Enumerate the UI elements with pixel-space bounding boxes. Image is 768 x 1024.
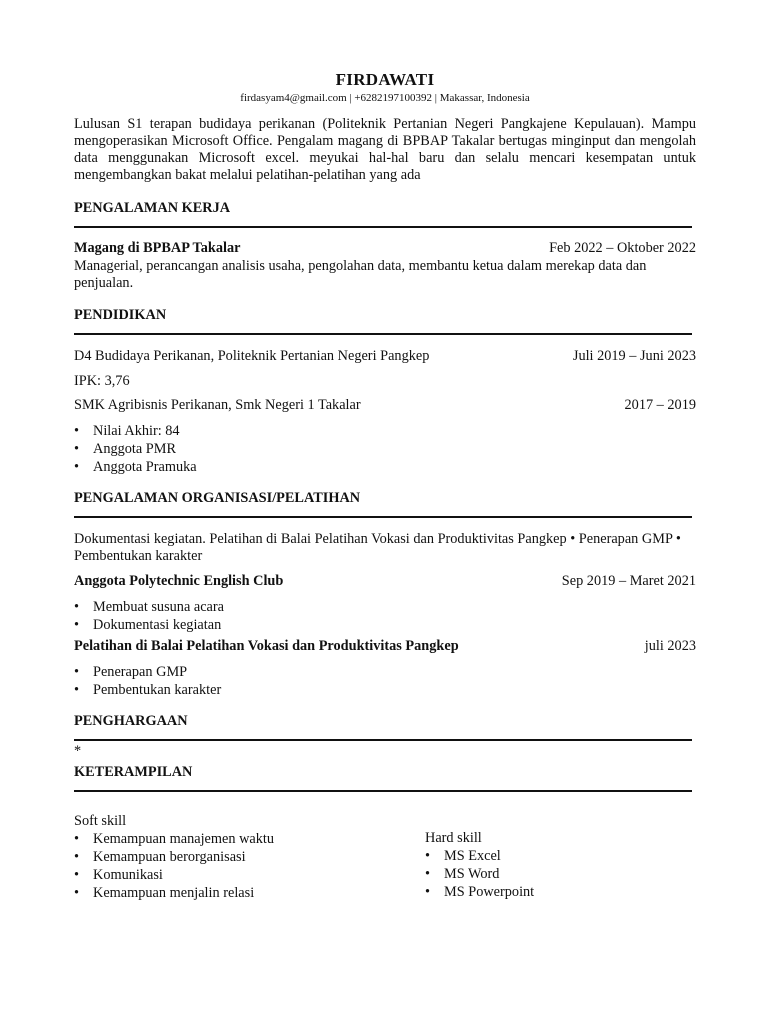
section-heading-awards: PENGHARGAAN [74, 713, 692, 741]
organization-club-bullets [74, 598, 224, 634]
list-item: • Kemampuan menjalin relasi [74, 884, 274, 902]
organization-club-title: Anggota Polytechnic English Club [74, 573, 284, 589]
work-date: Feb 2022 – Oktober 2022 [549, 240, 696, 256]
contact-line: firdasyam4@gmail.com | +6282197100392 | Makassar, Indonesia [240, 92, 530, 104]
list-item: • Nilai Akhir: 84 [74, 422, 197, 440]
list-item: • Membuat susuna acara [74, 598, 224, 616]
section-heading-education: PENDIDIKAN [74, 307, 692, 335]
section-heading-work: PENGALAMAN KERJA [74, 200, 692, 228]
education-smk: SMK Agribisnis Perikanan, Smk Negeri 1 Takalar [74, 397, 361, 413]
hard-skill-label: Hard skill [425, 830, 482, 846]
list-item: • Dokumentasi kegiatan [74, 616, 224, 634]
list-item: • Kemampuan berorganisasi [74, 848, 274, 866]
list-item: • Kemampuan manajemen waktu [74, 830, 274, 848]
organization-club-header [74, 573, 696, 590]
candidate-name: FIRDAWATI [335, 70, 435, 89]
list-item: • Pembentukan karakter [74, 681, 221, 699]
work-entry-header [74, 240, 696, 257]
list-item: • Anggota PMR [74, 440, 197, 458]
organization-intro: Dokumentasi kegiatan. Pelatihan di Balai Pelatihan Vokasi dan Produktivitas Pangkep • Penerapan GMP • Pembentukan karakter [74, 531, 681, 564]
list-item: • Penerapan GMP [74, 663, 221, 681]
education-entry-smk [74, 397, 696, 414]
organization-training-header [74, 638, 696, 655]
hard-skill-list [425, 847, 534, 901]
section-heading-organization: PENGALAMAN ORGANISASI/PELATIHAN [74, 490, 692, 518]
list-item: • MS Excel [425, 847, 534, 865]
list-item: • MS Powerpoint [425, 883, 534, 901]
education-d4: D4 Budidaya Perikanan, Politeknik Pertanian Negeri Pangkep [74, 348, 430, 364]
section-heading-skills: KETERAMPILAN [74, 764, 692, 792]
awards-content: * [74, 743, 82, 759]
soft-skill-list [74, 830, 274, 902]
organization-club-date: Sep 2019 – Maret 2021 [561, 573, 696, 589]
organization-training-title: Pelatihan di Balai Pelatihan Vokasi dan Produktivitas Pangkep [74, 638, 459, 654]
summary-paragraph: Lulusan S1 terapan budidaya perikanan (Politeknik Pertanian Negeri Pangkajene Kepulauan). Mampu mengoperasikan Microsoft Office. Pengalam magang di BPBAP Takalar bertugas minginput dan mengolah data menggunakan Microsoft excel. meyukai hal-hal baru dan selalu mencari kesempatan untuk mengembangkan bakat melalui pelatihan-pelatihan yang ada [74, 116, 696, 183]
list-item: • Komunikasi [74, 866, 274, 884]
organization-training-bullets [74, 663, 221, 699]
education-ipk: IPK: 3,76 [74, 373, 130, 389]
education-d4-date: Juli 2019 – Juni 2023 [572, 348, 696, 364]
organization-training-date: juli 2023 [644, 638, 696, 654]
list-item: • MS Word [425, 865, 534, 883]
work-title: Magang di BPBAP Takalar [74, 240, 241, 256]
education-smk-date: 2017 – 2019 [624, 397, 696, 413]
education-entry-d4 [74, 348, 696, 365]
education-bullet-list [74, 422, 197, 476]
list-item: • Anggota Pramuka [74, 458, 197, 476]
soft-skill-label: Soft skill [74, 813, 127, 829]
work-description: Managerial, perancangan analisis usaha, pengolahan data, membantu ketua dalam merekap data dan penjualan. [74, 258, 647, 291]
